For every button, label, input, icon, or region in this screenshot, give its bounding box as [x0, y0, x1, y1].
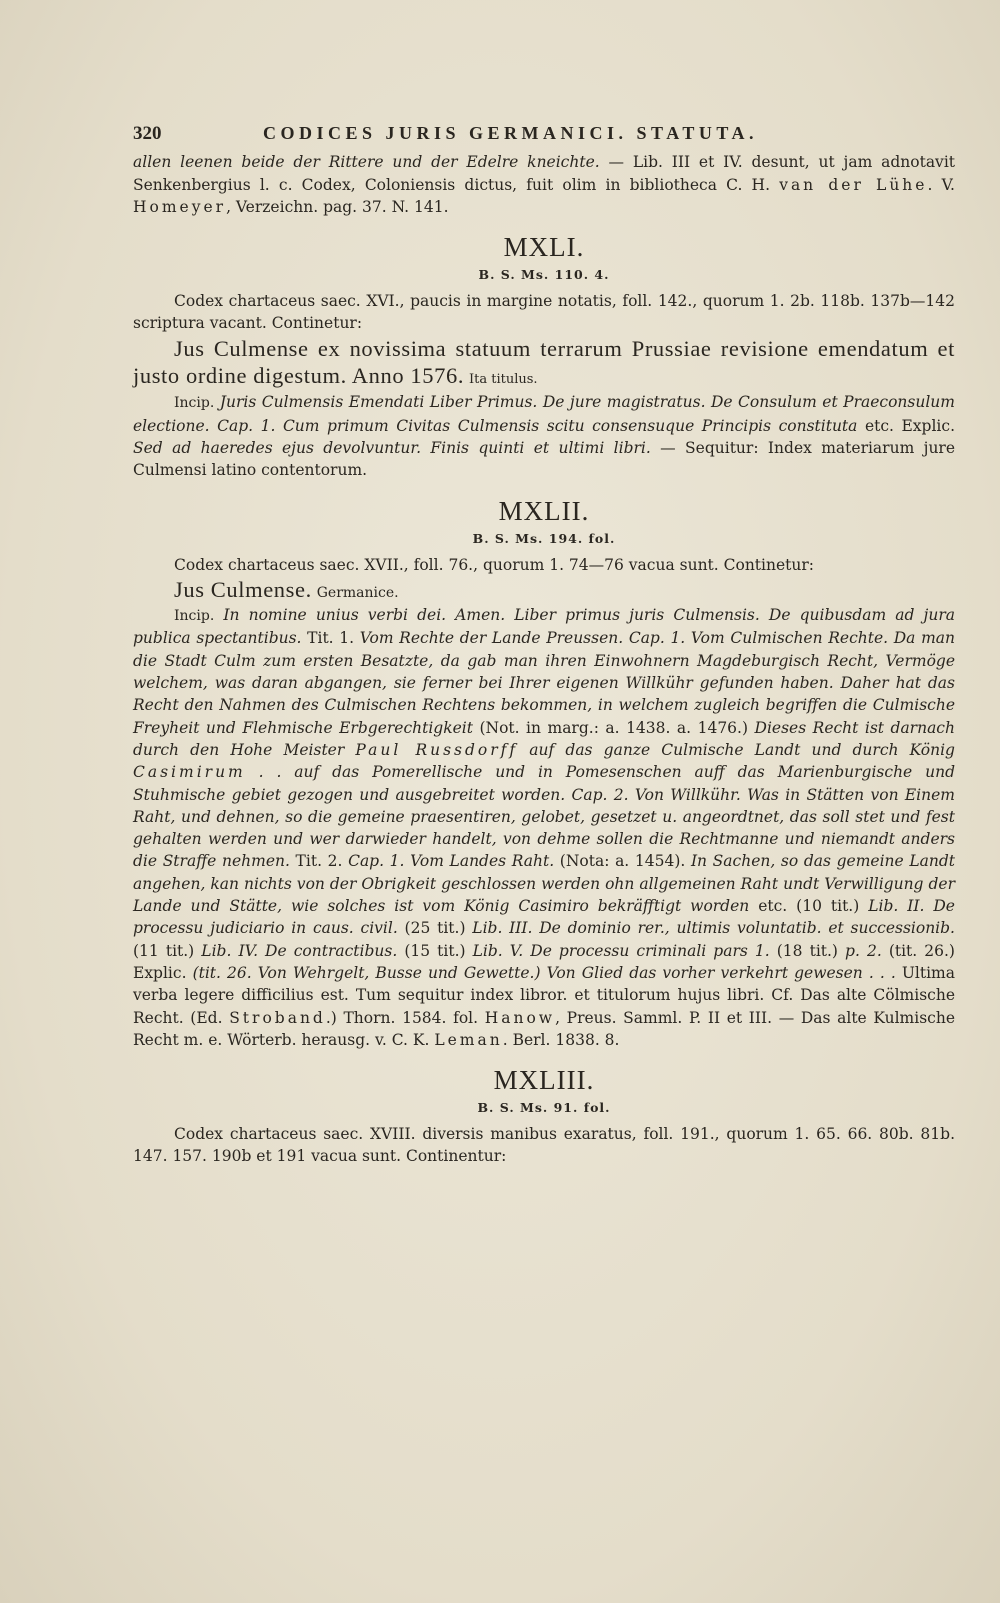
intro-spaced-name: Homeyer	[133, 197, 227, 216]
entry-title-paragraph	[133, 335, 955, 392]
incipit-plain: (tit. 26.) Explic.	[133, 941, 955, 982]
incipit-italic: p. 2.	[845, 941, 882, 960]
incipit-spaced-name: Casimirum	[133, 763, 246, 782]
incipit-spaced-name: Leman	[434, 1030, 503, 1049]
incipit-plain: (Not. in marg.: a. 1438. a. 1476.)	[472, 718, 755, 737]
entry-description: Codex chartaceus saec. XVI., paucis in margine notatis, foll. 142., quorum 1. 2b. 118b. 137b—142 scriptura vacant. Continetur:	[133, 292, 955, 333]
shelfmark: B. S. Ms. 194. fol.	[472, 530, 616, 546]
incipit-plain: Ultima verba legere difficilius est. Tum sequitur index libror. et titulorum hujus libri. Cf. Das alte Cölmische Recht. (Ed.	[133, 963, 955, 1027]
incipit-italic: auf das ganze Culmische Landt und durch König	[518, 740, 955, 759]
incipit-italic: Dieses Recht ist darnach durch den Hohe Meister	[133, 718, 955, 759]
incipit-paragraph	[133, 391, 955, 481]
incipit-spaced-name: Stroband	[229, 1008, 326, 1027]
incipit-plain: etc. (10 tit.)	[749, 897, 869, 916]
shelfmark: B. S. Ms. 110. 4.	[478, 267, 610, 283]
incipit-italic: In nomine unius verbi dei. Amen. Liber primus juris Culmensis. De quibusdam ad jura publica spectantibus.	[133, 606, 955, 648]
intro-text: — Lib. III et IV. desunt, ut jam adnotavit Senkenbergius l. c. Codex, Coloniensis dictus, fuit olim in bibliotheca C. H.	[133, 153, 955, 194]
incipit-plain: (25 tit.)	[397, 919, 473, 938]
intro-spaced-name: van der Lühe	[779, 175, 928, 194]
page-number: 320	[133, 123, 162, 144]
running-title: CODICES JURIS GERMANICI. STATUTA.	[263, 123, 759, 143]
incipit-plain: (15 tit.)	[397, 941, 473, 960]
incipit-plain: , Preus. Samml. P. II et III. — Das alte Kulmische Recht m. e. Wörterb. herausg. v. C. K.	[133, 1008, 956, 1049]
title-note: Germanice.	[316, 584, 399, 601]
incipit-italic: In Sachen, so das gemeine Landt angehen, kan nichts von der Obrigkeit geschlossen werden ohn allgemeinen Raht undt Verwilligung der Lande und Stätte, wie solches ist vom König Casimiro bekräfftigt worden	[133, 852, 955, 916]
incipit-paragraph	[133, 604, 955, 1051]
incipit-plain: etc. Explic.	[857, 416, 955, 435]
incipit-label: Incip.	[174, 608, 215, 625]
entry-number: MXLIII.	[493, 1065, 595, 1096]
incipit-italic: Lib. II. De processu judiciario in caus. civil.	[133, 897, 955, 938]
incipit-plain: (Nota: a. 1454).	[554, 852, 691, 871]
entry-title-paragraph	[133, 576, 955, 604]
incipit-plain: — Sequitur: Index materiarum jure Culmensi latino contentorum.	[133, 438, 956, 480]
incipit-plain: (11 tit.)	[133, 941, 202, 960]
page-content	[133, 122, 955, 1168]
incipit-italic: Lib. III. De dominio rer., ultimis voluntatib. et successionib.	[472, 919, 955, 938]
incipit-plain: (18 tit.)	[769, 941, 846, 960]
incipit-italic: Lib. V. De processu criminali pars 1.	[472, 941, 770, 960]
intro-text: , Verzeichn. pag. 37. N. 141.	[226, 197, 449, 216]
incipit-italic: . . auf das Pomerellische und in Pomesenschen auff das Marienburgische und Stuhmische gebiet gezogen und ausgebreitet worden. Cap. 2. Von Willkühr. Was in Stätten von Einem Raht, und dehnen, so die gemeine praesentiren, gelobet, gesetzet u. angeordtnet, das soll stet und fest gehalten werden und wer darwieder handelt, von dehme sollen die Rechtmanne und niemandt anders die Straffe nehmen.	[133, 763, 955, 871]
incipit-italic: Vom Rechte der Lande Preussen. Cap. 1. Vom Culmischen Rechte. Da man die Stadt Culm zum ersten Besatzte, da gab man ihren Einwohnern Magdeburgisch Recht, Vermöge welchem, was daran abgangen, sie ferner bei Ihrer eigenen Willkühr gefunden haben. Daher hat das Recht den Nahmen des Culmischen Rechtens bekommen, in welchem zugleich begriffen die Culmische Freyheit und Flehmische Erbgerechtigkeit	[133, 629, 955, 737]
intro-text: . V.	[927, 175, 955, 194]
incipit-plain: Tit. 1.	[301, 629, 360, 648]
entry-description: Codex chartaceus saec. XVIII. diversis manibus exaratus, foll. 191., quorum 1. 65. 66. 80b. 81b. 147. 157. 190b et 191 vacua sunt. Continentur:	[133, 1125, 955, 1166]
incipit-spaced-name: Hanow	[484, 1008, 556, 1027]
incipit-label: Incip.	[174, 395, 215, 412]
title-note: Ita titulus.	[468, 372, 538, 388]
incipit-italic: (tit. 26. Von Wehrgelt, Busse und Gewette.) Von Glied das vorher verkehrt gewesen . . .	[192, 963, 896, 982]
entry-title: Jus Culmense.	[174, 576, 312, 602]
incipit-spaced-name: Paul Russdorff	[355, 740, 519, 759]
entry-number: MXLI.	[503, 232, 585, 263]
intro-italic: allen leenen beide der Rittere und der Edelre kneichte.	[133, 153, 600, 172]
explicit-text: Sed ad haeredes ejus devolvuntur. Finis quinti et ultimi libri.	[133, 438, 651, 457]
entry-description: Codex chartaceus saec. XVII., foll. 76., quorum 1. 74—76 vacua sunt. Continetur:	[174, 555, 814, 574]
incipit-plain: . Berl. 1838. 8.	[502, 1030, 620, 1049]
intro-paragraph	[133, 151, 955, 218]
entry-number: MXLII.	[498, 495, 590, 526]
running-head	[133, 122, 955, 145]
incipit-italic: Lib. IV. De contractibus.	[201, 941, 398, 960]
entry-title: Jus Culmense ex novissima statuum terrarum Prussiae revisione emendatum et justo ordine digestum. Anno 1576.	[133, 335, 955, 389]
shelfmark: B. S. Ms. 91. fol.	[477, 1100, 611, 1116]
incipit-plain: .) Thorn. 1584. fol.	[325, 1008, 485, 1027]
incipit-text: Juris Culmensis Emendati Liber Primus. De jure magistratus. De Consulum et Praeconsulum electione. Cap. 1. Cum primum Civitas Culmensis scitu consensuque Principis constituta	[133, 393, 955, 435]
incipit-italic: Cap. 1. Vom Landes Raht.	[348, 852, 555, 871]
incipit-plain: Tit. 2.	[289, 852, 349, 871]
